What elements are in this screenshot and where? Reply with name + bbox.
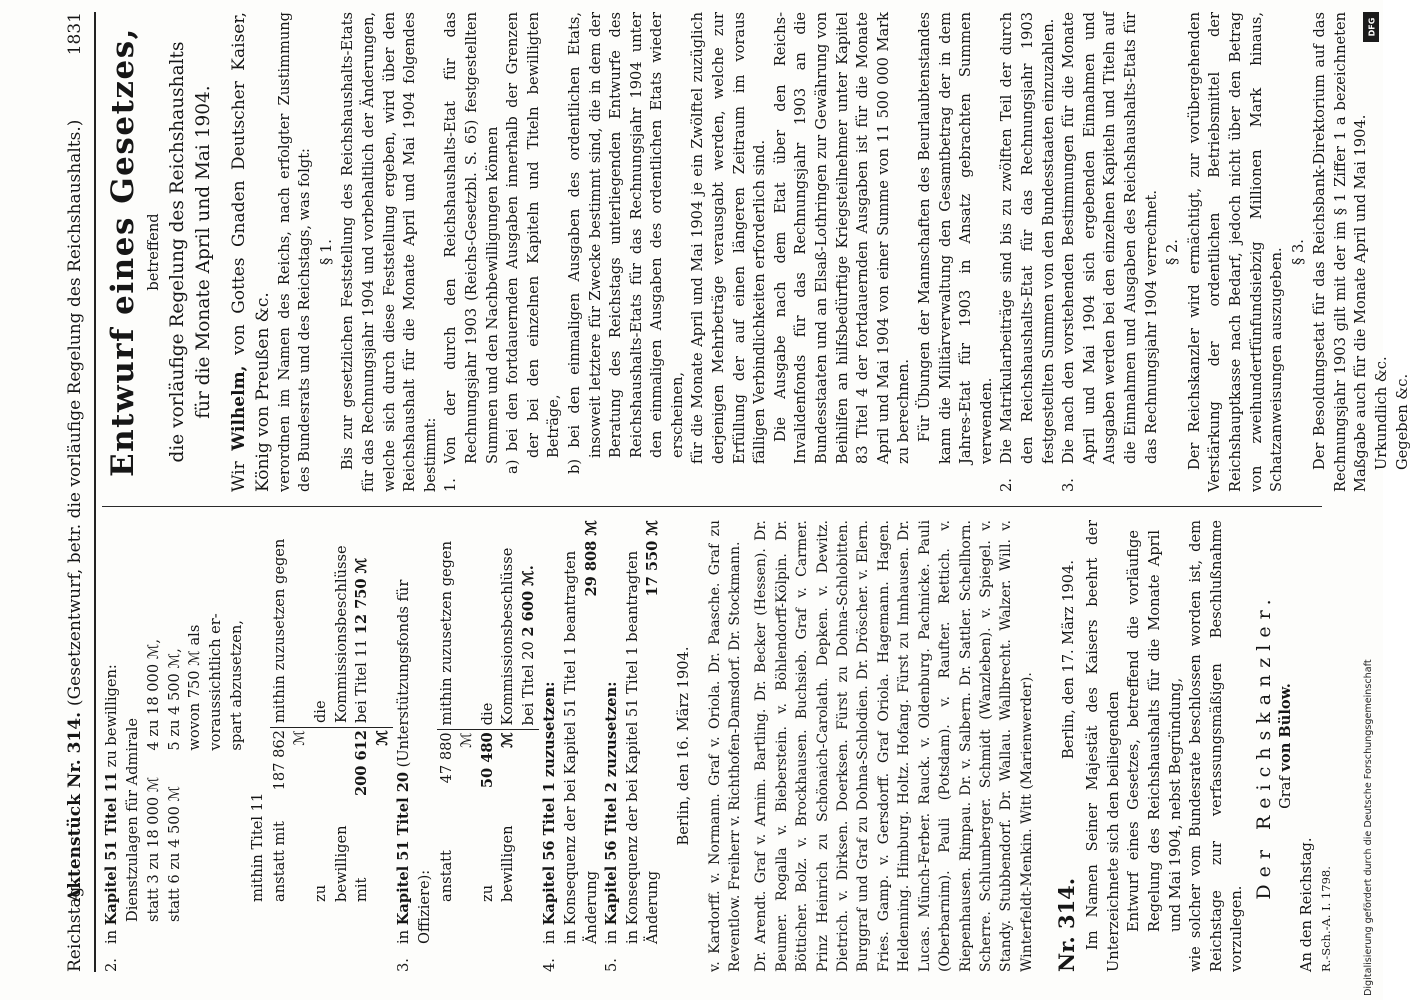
reference-number: R.-Sch.-A. I. 1798. [1318,866,1333,972]
titel-20-table: anstatt 47 880 ℳ mithin zuzusetzen gegen zu bewilligen 50 480 ℳ die Kommissionsbeschlüsse bei Titel 20 2 600 ℳ. [437,520,540,902]
section-2-heading: § 2. [1164,239,1182,265]
column-rule [102,506,1322,507]
enacting-formula: Wir Wilhelm, von Gottes Gnaden Deutscher Kaiser, König von Preußen &c. [228,11,273,492]
section-1-item-3: 3. Die nach den vorstehenden Bestimmungen für die Monate April und Mai 1904 sich ergebenden Einnahmen und Ausgaben werden bei den einzelnen Kapiteln und Titeln auf die Einnahmen und Ausgaben des Reichshaushalts-Etats für das Rechnungsjahr 1904 verrechnet. [1060,12,1160,492]
signatories-motion: v. Kardorff. v. Normann. Graf v. Oriola. Dr. Paasche. Graf zu Reventlow. Freiherr v. Richthofen-Damsdorf. Dr. Stockmann. [706,520,744,972]
dfg-funding-note: Digitalisierung gefördert durch die Deutsche Forschungsgemeinschaft [1363,659,1374,996]
section-2-text: Der Reichskanzler wird ermächtigt, zur vorübergehenden Verstärkung der ordentlichen Betriebsmittel der Reichshauptkasse nach Bedarf, jedoch nicht über den Betrag von zweihundertfünfundsiebzig Millionen Mark hinaus, Schatzanweisungen auszugeben. [1185,12,1286,492]
amendment-item-5: 5. in Kapitel 56 Titel 2 zuzusetzen: in Konsequenz der bei Kapitel 51 Titel 1 beantragten Änderung 17 550 ℳ [603,520,662,972]
chancellor-intro: Im Namen Seiner Majestät des Kaisers beehrt der Unterzeichnete sich den beiliegenden [1084,520,1122,972]
header-rule [94,12,96,972]
bill-title: Entwurf eines Gesetzes, [105,27,141,477]
date-17-march: Berlin, den 17. März 1904. [1060,560,1078,759]
addressee: An den Reichstag. [1298,837,1316,972]
amendment-item-2: 2. in Kapitel 51 Titel 11 zu bewilligen: [103,664,120,972]
bill-subtitle-2: für die Monate April und Mai 1904. [192,85,214,419]
section-3-heading: § 3. [1289,239,1307,265]
page-number: 1831 [65,12,85,56]
dfg-logo: DFG [1363,12,1379,42]
left-column: 2. in Kapitel 51 Titel 11 zu bewilligen: Dienstzulagen für Admirale statt 3 zu 18 000 ℳ 4 zu 18 000 ℳ, statt 6 zu 4 500 ℳ 5 zu 4 500 ℳ, wovon 750 ℳ als voraussichtlich er- spart abzusetzen, mithin Titel 11 anstatt mit 187 862 ℳ mithin zuzusetzen gegen zu bewilligen die Kommissionsbeschlüsse mit 200 612 ℳ bei Titel 11 12 750 ℳ 3. in Kapitel 51 Titel 20 (Unterstützungsfonds für Offiziere): anstatt 47 880 ℳ mithin zuzusetzen gegen zu bewilligen 50 480 ℳ die Kommissionsbeschlüsse bei Titel 20 2 600 ℳ. 4. in Kapitel 56 Titel 1 zuzusetzen: in Konsequenz der bei Kapitel 51 Titel 1 beantragten Änderung 29 808 ℳ 5. in Kapitel 56 Titel 2 zuzusetzen: in Konsequenz der bei Kapitel 51 Titel 1 beantragten Änderung 17 550 ℳ Berlin, den 16. März 1904. v. Kardorff. v. Normann. Graf v. Oriola. Dr. Paasche. Graf zu Reventlow. Freiherr v. Richthofen-Damsdorf. Dr. Stockmann. Dr. Arendt. Graf v. Arnim. Bartling. Dr. Becker (Hessen). Dr. Beumer. Rogalla v. Bieberstein. v. Böhlendorff-Kölpin. Dr. Bötticher. Bolz. v. Brockhausen. Buchsieb. Graf v. Carmer. Prinz Heinrich zu Schönaich-Carolath. Depken. v. Dewitz. Dietrich. v. Dirksen. Doerksen. Fürst zu Dohna-Schlobitten. Burggraf und Graf zu Dohna-Schlodien. Dr. Dröscher. v. Elern. Fries. Gamp. v. Gersdorff. Graf Oriola. Hagemann. Hagen. Heldenning. Himburg. Holtz. Hofang. Fürst zu Innhausen. Dr. Lucas. Münch-Ferber. Rauck. v. Oldenburg. Pachnicke. Pauli (Oberbarnim). Pauli (Potsdam). v. Raufter. Rettich. v. Riepenhausen. Rimpau. Dr. v. Salbern. Dr. Sattler. Schellhorn. Scherre. Schlumberger. Schmidt (Wanzleben). v. Spiegel. v. Standy. Stubbendorf. Dr. Wallau. Wallbrecht. Walzer. Will. v. Winterfeldt-Menkin. Witt (Marienwerder). Nr. 314. Berlin, den 17. März 1904. Im Namen Seiner Majestät des Kaisers beehrt der Unterzeichnete sich den beiliegenden Entwurf eines Gesetzes, betreffend die vorläufige Regelung des Reichshaushalts für die Monate April und Mai 1904, nebst Begründung, wie solcher vom Bundesrate beschlossen worden ist, dem Reichstage zur verfassungsmäßigen Beschlußnahme vorzulegen. Der Reichskanzler. Graf von Bülow. An den Reichstag. R.-Sch.-A. I. 1798. [103,520,1333,972]
invalidenfonds-text: Die Ausgabe nach dem Etat über den Reichs-Invalidenfonds für das Rechnungsjahr 1903 an die Bundesstaaten und an Elsaß-Lothringen zur Gewährung von Beihilfen an hilfsbedürftige Kriegsteilnehmer unter Kapitel 83 Titel 4 der fortdauernden Ausgaben ist für die Monate April und Mai 1904 von einer Summe von 11 500 000 Mark zu berechnen. [771,12,913,464]
section-3-text: Der Besoldungsetat für das Reichsbank-Direktorium auf das Rechnungsjahr 1903 gilt mit der im § 1 Ziffer 1 a bezeichneten Maßgabe auch für die Monate April und Mai 1904. [1311,12,1370,492]
bill-subtitle-1: die vorläufige Regelung des Reichshaushalts [166,41,188,463]
admiral-allowance-table: statt 3 zu 18 000 ℳ 4 zu 18 000 ℳ, statt 6 zu 4 500 ℳ 5 zu 4 500 ℳ, wovon 750 ℳ als voraussichtlich er- spart abzusetzen, [145,613,245,922]
betreffend: betreffend [145,213,162,291]
header-reichstag: Reichstag. [65,881,85,972]
section-1-text: Bis zur gesetzlichen Feststellung des Reichshaushalts-Etats für das Rechnungsjahr 1904 und vorbehaltlich der Änderungen, welche sich durch diese Feststellung ergeben, wird über den Reichshaushalt für die Monate April und Mai 1904 folgendes bestimmt: [339,12,439,492]
titel-11-table: anstatt mit 187 862 ℳ mithin zuzusetzen gegen zu bewilligen die Kommissionsbeschlüsse mit 200 612 ℳ bei Titel 11 12 750 ℳ [270,520,394,902]
section-1-heading: § 1. [317,239,335,265]
section-1-item-2: 2. Die Matrikularbeiträge sind bis zu zwölften Teil der durch den Reichshaushalts-Etat für das Rechnungsjahr 1903 festgestellten Summen von den Bundesstaaten einzuzahlen. [998,12,1057,492]
section-1-item-1: 1. Von der durch den Reichshaushalts-Etat für das Rechnungsjahr 1903 (Reichs-Gesetzbl. S. 65) festgestellten Summen und den Nachbewilligungen können [442,12,501,492]
header-title: (Gesetzentwurf, betr. die vorläufige Regelung des Reichshaushalts.) [65,119,85,707]
uebungen-text: Für Übungen der Mannschaften des Beurlaubtenstandes kann die Militärverwaltung den Gesamtbetrag der in dem Jahres-Etat für 1903 in Ansatz gebrachten Summen verwenden. [916,12,995,464]
urkundlich: Urkundlich &c. [1373,356,1391,470]
kapitel-51-titel-11: Kapitel 51 Titel 11 [103,771,120,926]
item-1-a: a) bei den fortdauernden Ausgaben innerhalb der Grenzen der bei den einzelnen Kapiteln und Titeln bewilligten Beträge, [504,12,563,474]
zwoelftel-text: für die Monate April und Mai 1904 je ein Zwölftel zuzüglich derjenigen Mehrbeträge verausgabt werden, welche zur Erfüllung der auf einen längeren Zeitraum im voraus fälligen Verbindlichkeiten erforderlich sind. [689,12,769,464]
nr-314-heading: Nr. 314. [1054,877,1080,972]
item-1-b: b) bei den einmaligen Ausgaben des ordentlichen Etats, insoweit letztere für Zwecke bestimmt sind, die in dem der Beratung des Reichstags unterliegenden Entwurfe des Reichshaushalts-Etats für das Rechnungsjahr 1904 unter den einmaligen Ausgaben des ordentlichen Etats wieder erscheinen, [565,12,686,474]
amendment-item-3: 3. in Kapitel 51 Titel 20 (Unterstützungsfonds für Offiziere): [395,579,433,972]
chancellor-title: Der Reichskanzler. [1252,592,1275,900]
bill-reference: Entwurf eines Gesetzes, betreffend die vorläufige Regelung des Reichshaushalts für die Monate April und Mai 1904, nebst Begründung, [1125,530,1184,932]
header-aktenstueck: Aktenstück Nr. 314. [65,711,85,902]
submission-text: wie solcher vom Bundesrate beschlossen worden ist, dem Reichstage zur verfassungsmäßigen Beschlußnahme vorzulegen. [1187,520,1246,972]
running-header [58,12,92,972]
gegeben: Gegeben &c. [1393,373,1411,470]
chancellor-signature: Graf von Bülow. [1277,683,1295,809]
date-16-march: Berlin, den 16. März 1904. [675,646,693,846]
amendment-item-4: 4. in Kapitel 56 Titel 1 zuzusetzen: in Konsequenz der bei Kapitel 51 Titel 1 beantragten Änderung 29 808 ℳ [541,520,600,972]
signatories-supporters: Dr. Arendt. Graf v. Arnim. Bartling. Dr. Becker (Hessen). Dr. Beumer. Rogalla v. Bieberstein. v. Böhlendorff-Kölpin. Dr. Bötticher. Bolz. v. Brockhausen. Buchsieb. Graf v. Carmer. Prinz Heinrich zu Schönaich-Carolath. Depken. v. Dewitz. Dietrich. v. Dirksen. Doerksen. Fürst zu Dohna-Schlobitten. Burggraf und Graf zu Dohna-Schlodien. Dr. Dröscher. v. Elern. Fries. Gamp. v. Gersdorff. Graf Oriola. Hagemann. Hagen. Heldenning. Himburg. Holtz. Hofang. Fürst zu Innhausen. Dr. Lucas. Münch-Ferber. Rauck. v. Oldenburg. Pachnicke. Pauli (Oberbarnim). Pauli (Potsdam). v. Raufter. Rettich. v. Riepenhausen. Rimpau. Dr. v. Salbern. Dr. Sattler. Schellhorn. Scherre. Schlumberger. Schmidt (Wanzleben). v. Spiegel. v. Standy. Stubbendorf. Dr. Wallau. Wallbrecht. Walzer. Will. v. Winterfeldt-Menkin. Witt (Marienwerder). [753,520,1035,972]
dfg-side-note [1361,8,1381,996]
verordnen: verordnen im Namen des Reichs, nach erfolgter Zustimmung des Bundesrats und des Reichstags, was folgt: [275,12,314,492]
